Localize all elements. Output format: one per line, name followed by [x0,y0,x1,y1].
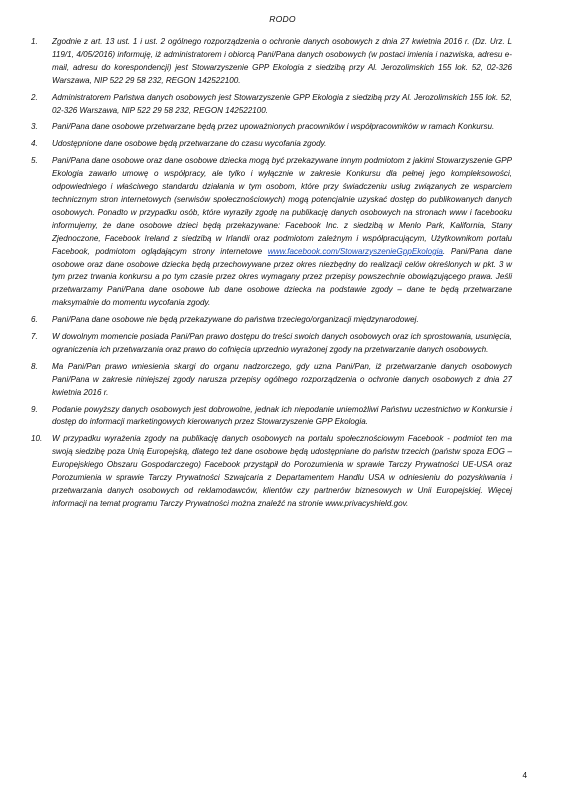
item-number: 3. [31,122,38,132]
rodo-clauses-list [31,36,512,515]
item-number: 7. [31,332,38,342]
item-number: 9. [31,404,38,414]
item-text: Administratorem Państwa danych osobowych jest Stowarzyszenie GPP Ekologia z siedzibą przy Al. Jerozolimskich 155 lok. 52, 02-326 Warszawa, NIP 522 29 58 232, REGON 142522100. [52,92,512,115]
item-text: Pani/Pana dane osobowe nie będą przekazywane do państwa trzeciego/organizacji międzynarodowej. [52,315,419,325]
item-text: Udostępnione dane osobowe będą przetwarzane do czasu wycofania zgody. [52,139,327,149]
item-number: 4. [31,139,38,149]
list-item [31,361,512,400]
document-title: RODO [269,14,296,24]
list-item [31,92,512,118]
item-number: 2. [31,92,38,102]
item-text: Zgodnie z art. 13 ust. 1 i ust. 2 ogólnego rozporządzenia o ochronie danych osobowych z dnia 27 kwietnia 2016 r. (Dz. Urz. L 119/1, 4/05/2016) informuję, iż administratorem i obiorcą Pani/Pana danych osobowych (w postaci imienia i nazwiska, adresu e-mail, adresu do korespondencji) jest Stowarzyszenie GPP Ekologia z siedzibą przy Al. Jerozolimskich 155 lok. 52, 02-326 Warszawa, NIP 522 29 58 232, REGON 142522100. [52,37,512,85]
item-number: 5. [31,156,38,166]
item-number: 1. [31,37,38,46]
list-item [31,404,512,430]
item-number: 10. [31,434,43,444]
item-text: W przypadku wyrażenia zgody na publikację danych osobowych na portalu społecznościowym Facebook - podmiot ten ma swoją siedzibę poza Unią Europejską, dlatego też dane osobowe będą udostępniane do państw trzecich (państw spoza EOG – Europejskiego Obszaru Gospodarczego) Facebook przystąpił do Porozumienia w sprawie Tarczy Prywatności UE-USA oraz Porozumienia w sprawie Tarczy Prywatności Szwajcaria z Departamentem Handlu USA w odniesieniu do pozyskiwania i przetwarzania danych osobowych od reklamodawców, klientów czy partnerów biznesowych w Unii Europejskiej. Więcej informacji na temat programu Tarczy Prywatności można znaleźć na stronie www.privacyshield.gov. [52,434,512,508]
list-item [31,433,512,510]
item-number: 6. [31,315,38,325]
item-number: 8. [31,361,38,371]
item-text: W dowolnym momencie posiada Pani/Pan prawo dostępu do treści swoich danych osobowych oraz ich sprostowania, usunięcia, ograniczenia ich przetwarzania oraz prawo do cofnięcia uprzednio wyrażonej zgody na przetwarzanie danych osobowych. [52,332,512,354]
item-text: Ma Pani/Pan prawo wniesienia skargi do organu nadzorczego, gdy uzna Pani/Pan, iż przetwarzanie danych osobowych Pani/Pana w zakresie niniejszej zgody narusza przepisy ogólnego rozporządzenia o ochronie danych osobowych z dnia 27 kwietnia 2016 r. [52,361,512,397]
list-item [31,331,512,357]
page-number: 4 [522,771,527,780]
list-item [31,121,512,134]
list-item [31,138,512,151]
facebook-page-link[interactable]: www.facebook.com/StowarzyszenieGppEkologia [267,246,443,256]
item-text: Podanie powyższy danych osobowych jest dobrowolne, jednak ich niepodanie uniemożliwi Państwu uczestnictwo w Konkursie i dostęp do informacji marketingowych kierowanych przez Stowarzyszenie GPP Ekologia. [52,404,512,427]
list-item [31,314,512,327]
item-text-before-link: Pani/Pana dane osobowe oraz dane osobowe dziecka mogą być przekazywane innym podmiotom z jakimi Stowarzyszenie GPP Ekologia zawarło umowę o współpracy, ale tylko i wyłącznie w zakresie Konkursu dla pełnej jego kompleksowości, odpowiedniego i właściwego standardu działania w tym osobom, które przy świadczeniu usług związanych ze wsparciem technicznym stron internetowych (serwisów społecznościowych) mogą potencjalnie uzyskać dostęp do publikowanych danych osobowych. Ponadto w przypadku osób, które wyraziły zgodę na publikację danych osobowych na stronach www i facebooku informujemy, że dane osobowe dzieci będą przekazywane: Facebook Inc. z siedzibą w Menlo Park, Kalifornia, Stany Zjednoczone, Facebook Ireland z siedzibą w Irlandii oraz podmiotom zależnym i współpracującym, Użytkownikom portalu Facebook, podmiotom oglądającym strony internetowe [52,156,512,256]
list-item [31,155,512,310]
item-text-after-link: . Pani/Pana dane osobowe oraz dane osobowe dziecka będą przechowywane przez okres niezbędny do realizacji celów określonych w pkt. 3 w tym przez trwania konkursu a po tym czasie przez okres wymagany przez przepisy powszechnie obowiązującego prawa. Jeśli przetwarzamy Pani/Pana dane osobowe lub dane osobowe dziecka na podstawie zgody – dane te będą przetwarzane maksymalnie do momentu wycofania zgody. [52,246,512,308]
item-text: Pani/Pana dane osobowe przetwarzane będą przez upoważnionych pracowników i współpracowników w ramach Konkursu. [52,122,495,132]
list-item [31,36,512,88]
